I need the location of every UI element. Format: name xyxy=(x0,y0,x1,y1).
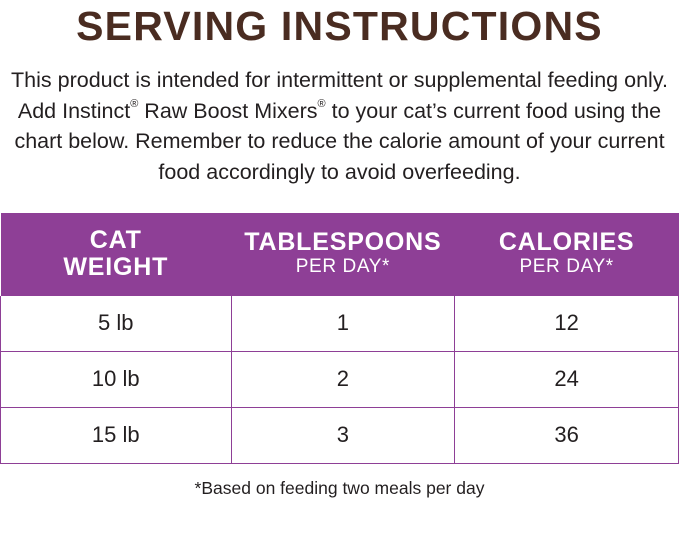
feeding-chart-table xyxy=(0,213,679,464)
intro-line-2-part-a: only. Add Instinct xyxy=(17,68,668,123)
table-footnote: *Based on feeding two meals per day xyxy=(194,478,485,499)
cell-tablespoons: 2 xyxy=(231,352,455,408)
intro-line-3: using the chart below. Remember to reduce the calorie amount xyxy=(14,98,662,154)
cell-calories: 36 xyxy=(455,408,679,464)
cell-tablespoons: 3 xyxy=(231,408,455,464)
intro-line-4: of your current food accordingly to avoid overfeeding. xyxy=(158,129,665,184)
table-header xyxy=(1,213,679,296)
table-header-calories-sub: PER DAY* xyxy=(519,255,614,277)
intro-line-2-part-c: to your cat’s current food xyxy=(325,98,568,123)
registered-trademark-2: ® xyxy=(317,97,326,110)
cell-cat-weight: 5 lb xyxy=(1,296,232,352)
table-row xyxy=(1,352,679,408)
cell-cat-weight: 15 lb xyxy=(1,408,232,464)
intro-paragraph xyxy=(4,65,675,187)
intro-line-2-part-b: Raw Boost Mixers xyxy=(138,98,318,123)
cell-tablespoons: 1 xyxy=(231,296,455,352)
table-header-row xyxy=(1,213,679,296)
table-header-cat-weight xyxy=(1,213,232,296)
registered-trademark-1: ® xyxy=(130,97,139,110)
intro-line-1: This product is intended for intermittent or supplemental feeding xyxy=(11,68,619,92)
table-header-cat-weight-line2: WEIGHT xyxy=(63,252,169,281)
table-row xyxy=(1,296,679,352)
page-title: SERVING INSTRUCTIONS xyxy=(76,3,603,49)
table-row xyxy=(1,408,679,464)
table-header-tablespoons-sub: PER DAY* xyxy=(295,255,390,277)
table-header-calories xyxy=(455,213,679,296)
table-header-cat-weight-line1: CAT xyxy=(89,226,142,255)
cell-calories: 12 xyxy=(455,296,679,352)
table-header-tablespoons-main: TABLESPOONS xyxy=(244,228,442,257)
table-header-tablespoons xyxy=(231,213,455,296)
cell-calories: 24 xyxy=(455,352,679,408)
cell-cat-weight: 10 lb xyxy=(1,352,232,408)
table-header-calories-main: CALORIES xyxy=(498,228,635,257)
table-body xyxy=(1,296,679,464)
